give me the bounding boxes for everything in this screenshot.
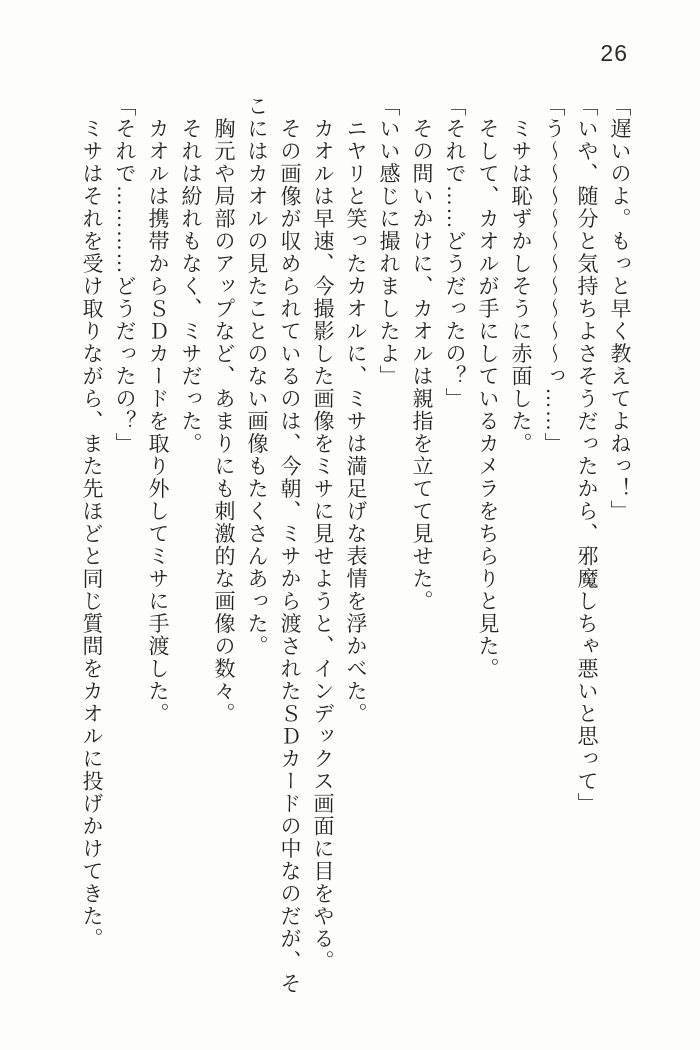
- text-line-8: 「いい感じに撮れましたよ」: [377, 95, 401, 388]
- text-line-4: ミサは恥ずかしそうに赤面した。: [509, 95, 533, 455]
- text-line-11: その画像が収められているのは、今朝、ミサから渡されたＳＤカードの中なのだが、そ: [278, 95, 302, 995]
- text-line-1: 「遅いのよ。もっと早く教えてよねっ！」: [608, 95, 632, 523]
- text-line-3: 「う～～～～～～～～～～っ……」: [542, 95, 566, 455]
- vertical-text-block: [75, 95, 636, 1025]
- text-line-6: 「それで……どうだったの？」: [443, 95, 467, 410]
- text-line-13: 胸元や局部のアップなど、あまりにも刺激的な画像の数々。: [212, 95, 236, 725]
- page-number: 26: [600, 40, 628, 66]
- text-line-14: それは紛れもなく、ミサだった。: [179, 95, 203, 455]
- text-line-7: その問いかけに、カオルは親指を立てて見せた。: [410, 95, 434, 613]
- text-line-16: 「それで…………どうだったの？」: [113, 95, 137, 455]
- text-line-12: こにはカオルの見たことのない画像もたくさんあった。: [245, 95, 269, 658]
- text-line-17: ミサはそれを受け取りながら、また先ほどと同じ質問をカオルに投げかけてきた。: [80, 95, 104, 950]
- text-line-15: カオルは携帯からＳＤカードを取り外してミサに手渡した。: [146, 95, 170, 725]
- text-line-2: 「いや、随分と気持ちよさそうだったから、邪魔しちゃ悪いと思って」: [575, 95, 599, 815]
- text-line-9: ニヤリと笑ったカオルに、ミサは満足げな表情を浮かべた。: [344, 95, 368, 725]
- text-line-5: そして、カオルが手にしているカメラをちらりと見た。: [476, 95, 500, 680]
- text-line-10: カオルは早速、今撮影した画像をミサに見せようと、インデックス画面に目をやる。: [311, 95, 335, 973]
